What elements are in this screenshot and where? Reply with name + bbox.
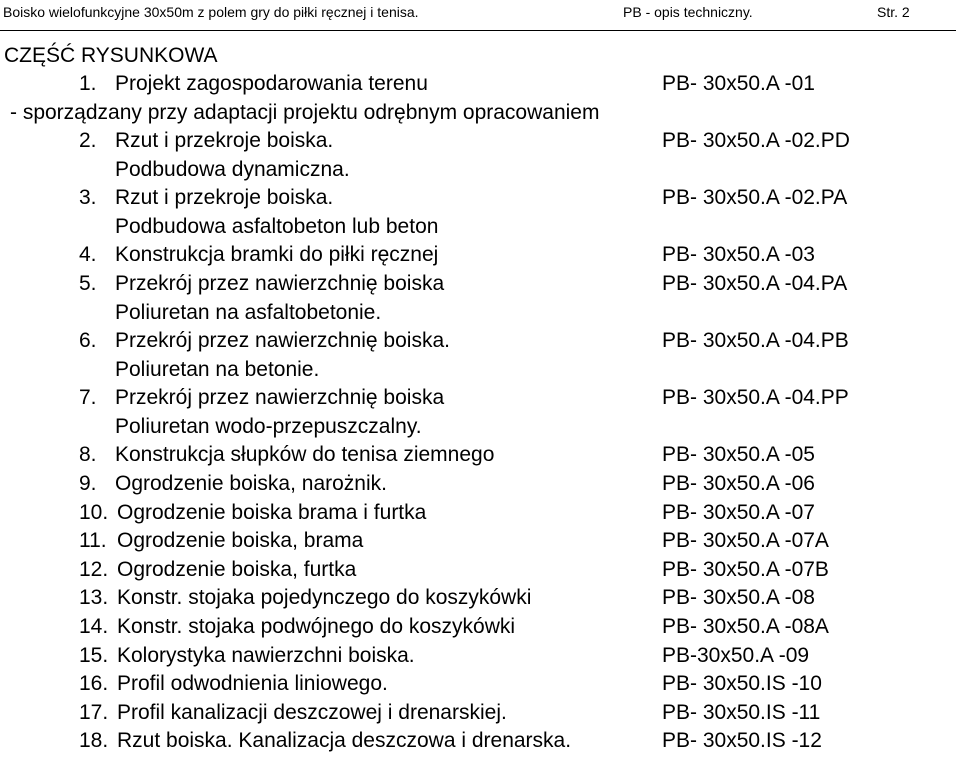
item-drawing-code: PB- 30x50.A -04.PA [662,272,848,295]
item-number: 9. [79,472,97,495]
header-section-name: PB - opis techniczny. [623,4,753,20]
item-drawing-code: PB- 30x50.A -06 [662,472,815,495]
item-drawing-code: PB- 30x50.IS -12 [662,729,822,752]
item-number: 16. [79,672,109,695]
item-number: 12. [79,558,109,581]
item-number: 15. [79,644,109,667]
item-number: 5. [79,272,97,295]
item-drawing-code: PB- 30x50.A -07A [662,529,829,552]
item-title: Konstr. stojaka pojedynczego do koszykówki [117,586,532,609]
item-title: Ogrodzenie boiska brama i furtka [117,501,427,524]
item-title: Konstrukcja bramki do piłki ręcznej [115,243,439,266]
item-drawing-code: PB- 30x50.IS -11 [662,701,821,724]
item-title: Przekrój przez nawierzchnię boiska. [115,329,450,352]
header-page-number: Str. 2 [877,4,910,20]
item-drawing-code: PB- 30x50.A -07B [662,558,829,581]
item-note: - sporządzany przy adaptacji projektu odrębnym opracowaniem [10,101,600,124]
item-number: 3. [79,186,97,209]
item-number: 17. [79,701,109,724]
item-number: 14. [79,615,109,638]
item-drawing-code: PB- 30x50.A -04.PB [662,329,849,352]
item-drawing-code: PB- 30x50.A -01 [662,72,815,95]
item-drawing-code: PB- 30x50.A -08 [662,586,815,609]
item-subtitle: Poliuretan na betonie. [115,358,320,381]
item-title: Ogrodzenie boiska, narożnik. [115,472,387,495]
section-title: CZĘŚĆ RYSUNKOWA [4,44,218,67]
item-title: Ogrodzenie boiska, brama [117,529,364,552]
header-document-title: Boisko wielofunkcyjne 30x50m z polem gry do piłki ręcznej i tenisa. [3,4,419,20]
item-title: Rzut i przekroje boiska. [115,129,334,152]
item-number: 2. [79,129,97,152]
item-title: Konstr. stojaka podwójnego do koszykówki [117,615,516,638]
item-title: Kolorystyka nawierzchni boiska. [117,644,415,667]
item-number: 8. [79,443,97,466]
item-number: 11. [79,529,107,552]
item-drawing-code: PB- 30x50.IS -10 [662,672,822,695]
item-title: Profil odwodnienia liniowego. [117,672,388,695]
item-number: 18. [79,729,109,752]
item-drawing-code: PB- 30x50.A -04.PP [662,386,849,409]
item-drawing-code: PB-30x50.A -09 [662,644,810,667]
item-drawing-code: PB- 30x50.A -07 [662,501,815,524]
item-drawing-code: PB- 30x50.A -03 [662,243,815,266]
item-title: Rzut i przekroje boiska. [115,186,334,209]
item-drawing-code: PB- 30x50.A -02.PA [662,186,848,209]
item-title: Ogrodzenie boiska, furtka [117,558,357,581]
item-drawing-code: PB- 30x50.A -08A [662,615,829,638]
item-number: 7. [79,386,97,409]
item-subtitle: Podbudowa asfaltobeton lub beton [115,215,439,238]
item-number: 6. [79,329,97,352]
page-header [0,0,956,26]
item-title: Rzut boiska. Kanalizacja deszczowa i drenarska. [117,729,572,752]
item-subtitle: Poliuretan na asfaltobetonie. [115,301,382,324]
item-number: 4. [79,243,97,266]
header-rule [0,30,956,31]
item-drawing-code: PB- 30x50.A -02.PD [662,129,850,152]
item-drawing-code: PB- 30x50.A -05 [662,443,815,466]
item-title: Konstrukcja słupków do tenisa ziemnego [115,443,495,466]
item-title: Przekrój przez nawierzchnię boiska [115,272,445,295]
item-number: 13. [79,586,109,609]
item-subtitle: Poliuretan wodo-przepuszczalny. [115,415,422,438]
item-title: Profil kanalizacji deszczowej i drenarskiej. [117,701,507,724]
item-title: Przekrój przez nawierzchnię boiska [115,386,445,409]
item-subtitle: Podbudowa dynamiczna. [115,158,350,181]
item-title: Projekt zagospodarowania terenu [115,72,428,95]
item-number: 10. [79,501,109,524]
item-number: 1. [79,72,97,95]
